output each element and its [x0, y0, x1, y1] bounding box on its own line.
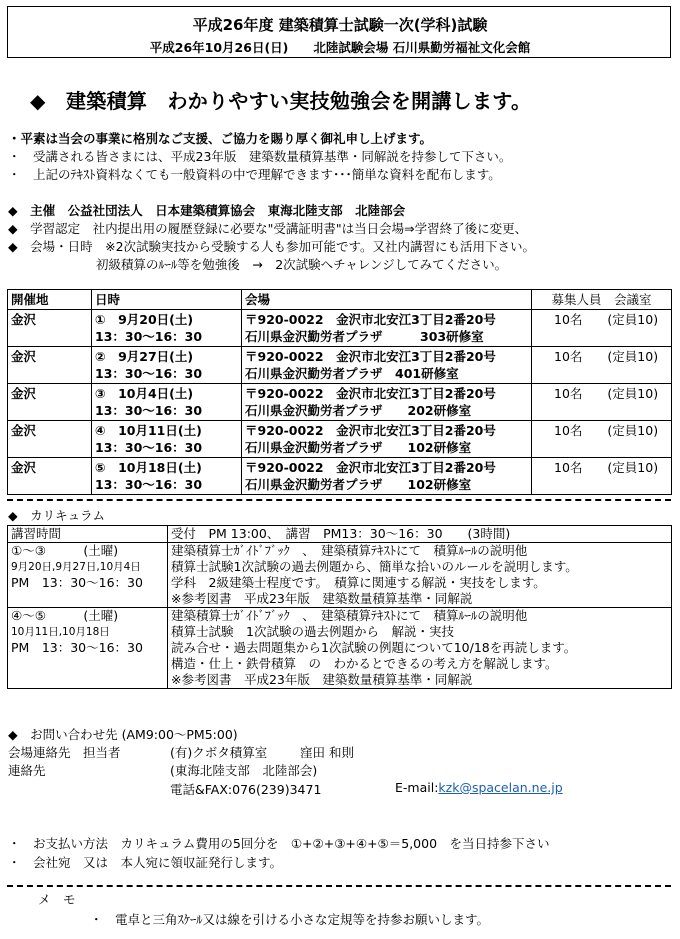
cell-place: 金沢	[8, 421, 92, 458]
dashed-divider	[7, 499, 671, 501]
page-subtitle: 平成26年10月26日(日) 北陸試験会場 石川県勤労福祉文化会館	[149, 40, 531, 55]
reception-text: 受付 PM 13:00、 講習 PM13：30～16：30 (3時間)	[168, 526, 672, 543]
payment-line: ・ 会社宛 又は 本人宛に領収証発行します。	[8, 855, 283, 870]
cell-place: 金沢	[8, 458, 92, 495]
table-row	[8, 421, 672, 458]
cell-venue: 〒920-0022 金沢市北安江3丁目2番20号 石川県金沢勤労者プラザ 102研修室	[242, 421, 532, 458]
payment-line: ・ お支払い方法 カリキュラム費用の5回分を ①+②+③+④+⑤＝5,000 を当日持参下さい	[8, 836, 550, 851]
sponsor-line: ◆ 主催 公益社団法人 日本建築積算協会 東海北陸支部 北陸部会	[8, 203, 406, 218]
block-label: ①～③ (土曜) 9月20日,9月27日,10月4日 PM 13：30～16：30	[8, 543, 168, 608]
sponsor-line: ◆ 会場・日時 ※2次試験実技から受験する人も参加可能です。又社内講習にも活用下さい。	[8, 239, 536, 254]
intro-line: ・平素は当会の事業に格別なご支援、ご協力を賜り厚く御礼申し上げます。	[8, 131, 433, 146]
curriculum-heading: ◆ カリキュラム	[8, 508, 105, 523]
cell-date: ① 9月20日(土) 13：30～16：30	[92, 310, 242, 347]
sponsor-line: 初級積算のﾙｰﾙ等を勉強後 → 2次試験へチャレンジしてみてください。	[96, 257, 508, 272]
cell-count: 10名 (定員10)	[532, 421, 672, 458]
curriculum-table	[7, 525, 672, 689]
table-row	[8, 458, 672, 495]
cell-place: 金沢	[8, 384, 92, 421]
cell-place: 金沢	[8, 310, 92, 347]
schedule-table	[7, 289, 672, 495]
cell-date: ② 9月27日(土) 13：30～16：30	[92, 347, 242, 384]
contact-label: 会場連絡先 担当者	[8, 745, 121, 760]
cell-venue: 〒920-0022 金沢市北安江3丁目2番20号 石川県金沢勤労者プラザ 303研修室	[242, 310, 532, 347]
email-link[interactable]: kzk@spacelan.ne.jp	[438, 780, 563, 795]
block-content: 建築積算士ｶﾞｲﾄﾞﾌﾞｯｸ 、 建築積算ﾃｷｽﾄにて 積算ﾙｰﾙの説明他 積算士試験1次試験の過去例題から、簡単な拾いのルールを説明します。 学科 2級建築士程度です。 積算に関連する解説・実技をします。 ※参考図書 平成23年版 建築数量積算基準・同解説	[168, 543, 672, 608]
memo-label: メ モ	[38, 892, 76, 907]
header-box	[7, 6, 671, 58]
curriculum-block	[8, 608, 672, 689]
cell-date: ④ 10月11日(土) 13：30～16：30	[92, 421, 242, 458]
cell-count: 10名 (定員10)	[532, 310, 672, 347]
contact-label: 連絡先	[8, 763, 46, 778]
curriculum-hours-row	[8, 526, 672, 543]
schedule-header-row	[8, 290, 672, 310]
cell-venue: 〒920-0022 金沢市北安江3丁目2番20号 石川県金沢勤労者プラザ 202研修室	[242, 384, 532, 421]
cell-count: 10名 (定員10)	[532, 347, 672, 384]
dashed-divider	[7, 885, 671, 887]
header-venue: 会場	[242, 290, 532, 310]
header-date: 日時	[92, 290, 242, 310]
table-row	[8, 310, 672, 347]
contact-company: (有)クボタ積算室	[170, 745, 268, 760]
intro-line: ・ 受講される皆さまには、平成23年版 建築数量積算基準・同解説を持参して下さい。	[8, 149, 512, 164]
email-label: E-mail:	[395, 780, 439, 795]
cell-count: 10名 (定員10)	[532, 458, 672, 495]
sponsor-line: ◆ 学習認定 社内提出用の履歴登録に必要な"受講証明書"は当日会場⇒学習終了後に変更、	[8, 221, 528, 236]
cell-place: 金沢	[8, 347, 92, 384]
contact-heading: ◆ お問い合わせ先 (AM9:00～PM5:00)	[8, 727, 238, 742]
cell-count: 10名 (定員10)	[532, 384, 672, 421]
page-title: 平成26年度 建築積算士試験一次(学科)試験	[192, 16, 488, 34]
intro-line: ・ 上記のﾃｷｽﾄ資料なくても一般資料の中で理解できます･･･簡単な資料を配布します。	[8, 167, 501, 182]
cell-venue: 〒920-0022 金沢市北安江3丁目2番20号 石川県金沢勤労者プラザ 102研修室	[242, 458, 532, 495]
memo-text: ・ 電卓と三角ｽｹｰﾙ又は線を引ける小さな定規等を持参お願いします。	[90, 912, 490, 927]
header-count: 募集人員 会議室	[532, 290, 672, 310]
headline: ◆ 建築積算 わかりやすい実技勉強会を開講します。	[30, 89, 532, 113]
contact-person: 窪田 和則	[300, 745, 354, 760]
header-place: 開催地	[8, 290, 92, 310]
block-content: 建築積算士ｶﾞｲﾄﾞﾌﾞｯｸ 、 建築積算ﾃｷｽﾄにて 積算ﾙｰﾙの説明他 積算士試験 1次試験の過去例題から 解説・実技 読み合せ・過去問題集から1次試験の例題について10/18を再読します。 構造・仕上・鉄骨積算 の わかるとできるの考え方を解説します。 ※参考図書 平成23年版 建築数量積算基準・同解説	[168, 608, 672, 689]
curriculum-block	[8, 543, 672, 608]
cell-date: ③ 10月4日(土) 13：30～16：30	[92, 384, 242, 421]
hours-label: 講習時間	[8, 526, 168, 543]
table-row	[8, 384, 672, 421]
block-label: ④～⑤ (土曜) 10月11日,10月18日 PM 13：30～16：30	[8, 608, 168, 689]
cell-venue: 〒920-0022 金沢市北安江3丁目2番20号 石川県金沢勤労者プラザ 401研修室	[242, 347, 532, 384]
contact-email	[395, 780, 563, 795]
table-row	[8, 347, 672, 384]
cell-date: ⑤ 10月18日(土) 13：30～16：30	[92, 458, 242, 495]
contact-phone: 電話&FAX:076(239)3471	[170, 782, 322, 797]
contact-branch: (東海北陸支部 北陸部会)	[170, 763, 318, 778]
